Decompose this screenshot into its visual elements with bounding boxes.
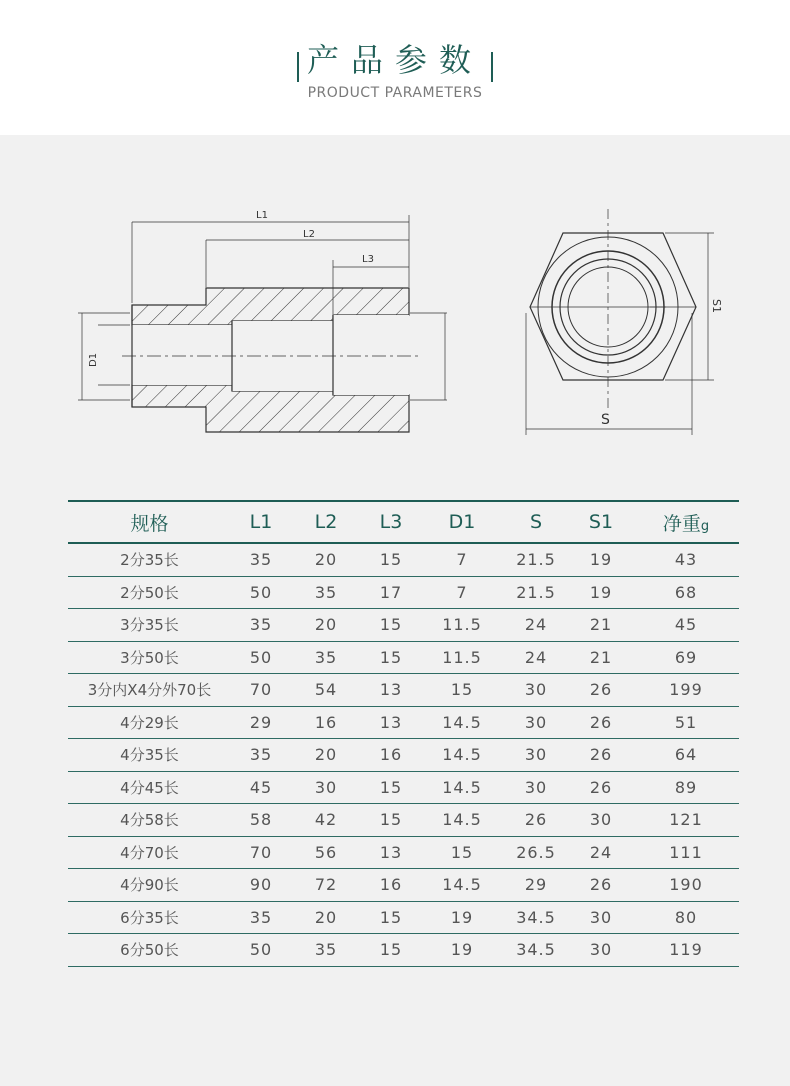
cell-s1: 26 <box>569 869 633 902</box>
end-hex-view <box>526 209 714 435</box>
cell-d1: 14.5 <box>421 706 503 739</box>
cell-s1: 26 <box>569 739 633 772</box>
side-section-view <box>78 215 447 432</box>
table-row <box>68 543 739 576</box>
cell-l2: 42 <box>291 804 361 837</box>
cell-spec: 4分29长 <box>68 706 231 739</box>
cell-l3: 13 <box>361 674 421 707</box>
cell-spec: 2分35长 <box>68 543 231 576</box>
cell-d1: 19 <box>421 901 503 934</box>
cell-spec: 6分35长 <box>68 901 231 934</box>
cell-d1: 15 <box>421 674 503 707</box>
cell-l1: 50 <box>231 641 291 674</box>
cell-weight: 68 <box>633 576 739 609</box>
technical-drawing <box>60 195 730 455</box>
col-header-l2: L2 <box>291 501 361 543</box>
cell-s1: 24 <box>569 836 633 869</box>
cell-spec: 4分70长 <box>68 836 231 869</box>
cell-l3: 16 <box>361 869 421 902</box>
cell-weight: 89 <box>633 771 739 804</box>
dim-label-l1: L1 <box>256 210 268 221</box>
cell-s: 29 <box>503 869 569 902</box>
table-row <box>68 934 739 967</box>
table-row <box>68 869 739 902</box>
cell-l1: 50 <box>231 934 291 967</box>
cell-l3: 17 <box>361 576 421 609</box>
cell-d1: 14.5 <box>421 804 503 837</box>
cell-l2: 20 <box>291 543 361 576</box>
col-header-l3: L3 <box>361 501 421 543</box>
cell-spec: 4分45长 <box>68 771 231 804</box>
cell-l3: 15 <box>361 804 421 837</box>
cell-s: 34.5 <box>503 934 569 967</box>
weight-header-unit: g <box>700 518 710 534</box>
cell-l2: 16 <box>291 706 361 739</box>
cell-weight: 121 <box>633 804 739 837</box>
cell-spec: 2分50长 <box>68 576 231 609</box>
dim-label-s1: S1 <box>710 299 723 313</box>
cell-l2: 30 <box>291 771 361 804</box>
cell-d1: 19 <box>421 934 503 967</box>
col-header-l1: L1 <box>231 501 291 543</box>
cell-l3: 16 <box>361 739 421 772</box>
cell-spec: 4分90长 <box>68 869 231 902</box>
parameters-table <box>68 500 739 967</box>
cell-s: 30 <box>503 674 569 707</box>
cell-spec: 3分50长 <box>68 641 231 674</box>
dim-label-l3: L3 <box>362 254 374 265</box>
cell-l2: 20 <box>291 739 361 772</box>
col-header-d1: D1 <box>421 501 503 543</box>
cell-weight: 199 <box>633 674 739 707</box>
cell-s1: 30 <box>569 934 633 967</box>
title-wrap <box>0 38 790 82</box>
cell-spec: 4分35长 <box>68 739 231 772</box>
cell-s1: 21 <box>569 641 633 674</box>
cell-spec: 4分58长 <box>68 804 231 837</box>
cell-s1: 26 <box>569 674 633 707</box>
cell-weight: 111 <box>633 836 739 869</box>
cell-l1: 35 <box>231 739 291 772</box>
cell-s: 26.5 <box>503 836 569 869</box>
cell-s: 21.5 <box>503 576 569 609</box>
cell-s1: 19 <box>569 543 633 576</box>
col-header-s1: S1 <box>569 501 633 543</box>
cell-s: 30 <box>503 771 569 804</box>
table-row <box>68 576 739 609</box>
cell-s: 24 <box>503 609 569 642</box>
cell-l3: 15 <box>361 901 421 934</box>
cell-spec: 6分50长 <box>68 934 231 967</box>
cell-weight: 80 <box>633 901 739 934</box>
col-header-weight <box>633 501 739 543</box>
table-row <box>68 609 739 642</box>
cell-l3: 15 <box>361 934 421 967</box>
cell-l2: 35 <box>291 576 361 609</box>
cell-l2: 35 <box>291 641 361 674</box>
table-body <box>68 543 739 966</box>
cell-l1: 58 <box>231 804 291 837</box>
table-row <box>68 836 739 869</box>
cell-weight: 51 <box>633 706 739 739</box>
cell-weight: 190 <box>633 869 739 902</box>
cell-l3: 15 <box>361 771 421 804</box>
cell-s1: 30 <box>569 901 633 934</box>
cell-s: 21.5 <box>503 543 569 576</box>
cell-d1: 14.5 <box>421 771 503 804</box>
cell-s: 30 <box>503 706 569 739</box>
cell-weight: 45 <box>633 609 739 642</box>
cell-s: 34.5 <box>503 901 569 934</box>
cell-l1: 29 <box>231 706 291 739</box>
cell-l3: 13 <box>361 836 421 869</box>
title-left-bar <box>297 52 299 82</box>
col-header-spec: 规格 <box>68 501 231 543</box>
cell-l2: 56 <box>291 836 361 869</box>
cell-d1: 14.5 <box>421 869 503 902</box>
cell-l2: 35 <box>291 934 361 967</box>
cell-weight: 64 <box>633 739 739 772</box>
cell-s1: 30 <box>569 804 633 837</box>
cell-s: 24 <box>503 641 569 674</box>
cell-l2: 20 <box>291 901 361 934</box>
cell-l2: 54 <box>291 674 361 707</box>
cell-weight: 69 <box>633 641 739 674</box>
cell-s1: 26 <box>569 771 633 804</box>
table-row <box>68 739 739 772</box>
cell-d1: 11.5 <box>421 641 503 674</box>
cell-l1: 35 <box>231 543 291 576</box>
cell-d1: 15 <box>421 836 503 869</box>
dim-label-s: S <box>601 412 610 428</box>
table-row <box>68 804 739 837</box>
cell-l2: 20 <box>291 609 361 642</box>
cell-d1: 7 <box>421 576 503 609</box>
header-section <box>0 0 790 135</box>
cell-l3: 13 <box>361 706 421 739</box>
dim-label-d1: D1 <box>88 352 99 367</box>
page-title: 产品参数 <box>306 41 483 79</box>
cell-l1: 70 <box>231 836 291 869</box>
cell-s: 30 <box>503 739 569 772</box>
cell-spec: 3分35长 <box>68 609 231 642</box>
cell-l1: 35 <box>231 901 291 934</box>
cell-weight: 119 <box>633 934 739 967</box>
cell-d1: 7 <box>421 543 503 576</box>
weight-header-label: 净重 <box>662 512 701 535</box>
cell-s: 26 <box>503 804 569 837</box>
table-header-row <box>68 501 739 543</box>
cell-d1: 14.5 <box>421 739 503 772</box>
cell-l3: 15 <box>361 543 421 576</box>
cell-d1: 11.5 <box>421 609 503 642</box>
cell-l1: 90 <box>231 869 291 902</box>
page-subtitle: PRODUCT PARAMETERS <box>307 85 483 101</box>
cell-l1: 50 <box>231 576 291 609</box>
table-row <box>68 771 739 804</box>
cell-l1: 70 <box>231 674 291 707</box>
cell-s1: 21 <box>569 609 633 642</box>
cell-l1: 45 <box>231 771 291 804</box>
title-right-bar <box>491 52 493 82</box>
cell-s1: 26 <box>569 706 633 739</box>
col-header-s: S <box>503 501 569 543</box>
table-row <box>68 674 739 707</box>
cell-l1: 35 <box>231 609 291 642</box>
table-row <box>68 641 739 674</box>
dim-label-l2: L2 <box>303 229 315 240</box>
table-row <box>68 901 739 934</box>
cell-weight: 43 <box>633 543 739 576</box>
cell-spec: 3分内X4分外70长 <box>68 674 231 707</box>
cell-l2: 72 <box>291 869 361 902</box>
cell-l3: 15 <box>361 609 421 642</box>
cell-s1: 19 <box>569 576 633 609</box>
cell-l3: 15 <box>361 641 421 674</box>
table-row <box>68 706 739 739</box>
